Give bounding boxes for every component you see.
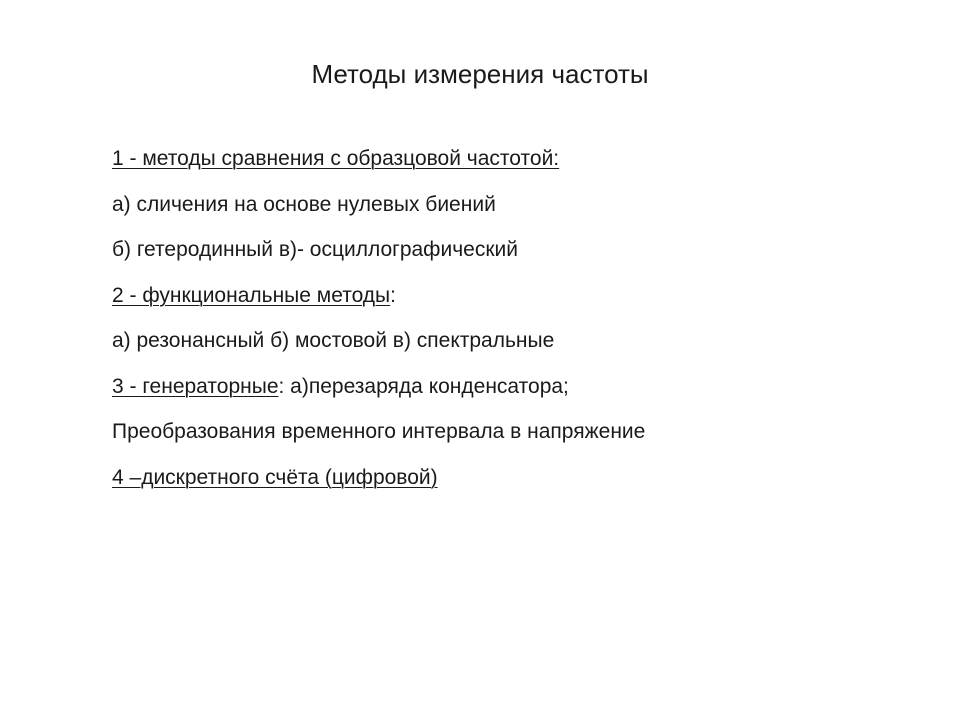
method-line-text: : [390,283,396,307]
method-line-text: а) резонансный б) мостовой в) спектральные [112,329,555,352]
method-line-text: Преобразования временного интервала в напряжение [112,420,646,443]
method-line-text: б) гетеродинный в)- осциллографический [112,238,518,261]
method-heading-functional [112,278,912,324]
method-line-text: : а)перезаряда конденсатора; [278,374,569,398]
method-heading-discrete [112,460,912,506]
method-item-zero-beats [112,187,912,233]
method-heading-text: 1 - методы сравнения с образцовой частотой: [112,147,560,170]
method-heading-generator [112,369,912,415]
method-line-text: а) сличения на основе нулевых биений [112,192,496,216]
slide-title: Методы измерения частоты [311,59,649,89]
method-item-interval-conversion [112,414,912,460]
method-heading-text: 3 - генераторные [112,374,279,398]
method-heading-text: 4 –дискретного счёта (цифровой) [112,465,438,489]
method-item-heterodyne [112,232,912,278]
method-heading-comparison [112,141,912,187]
method-list [112,141,912,505]
method-heading-text: 2 - функциональные методы [112,283,391,307]
method-item-resonant [112,323,912,369]
